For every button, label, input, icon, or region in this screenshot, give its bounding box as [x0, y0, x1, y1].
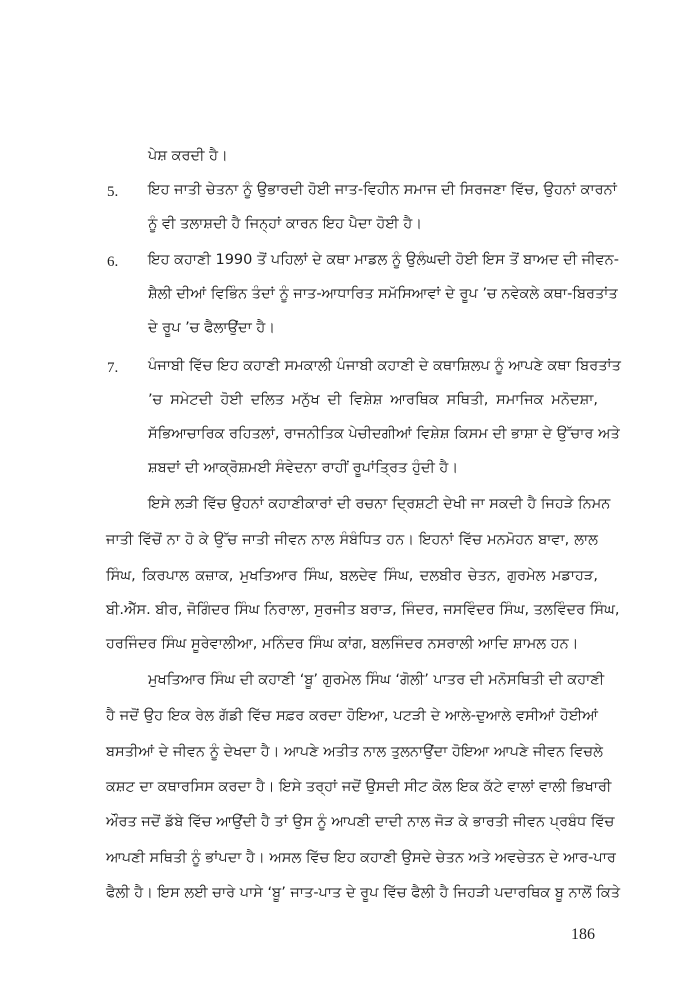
paragraph-2-line-1: ਮੁਖਤਿਆਰ ਸਿੰਘ ਦੀ ਕਹਾਣੀ ‘ਬੂ’ ਗੁਰਮੇਲ ਸਿੰਘ ‘ਗੋਲੀ’ ਪਾਤਰ ਦੀ ਮਨੋਸਥਿਤੀ ਦੀ ਕਹਾਣੀ: [148, 672, 605, 688]
paragraph-1-line-5: ਹਰਜਿੰਦਰ ਸਿੰਘ ਸੂਰੇਵਾਲੀਆ, ਮਨਿੰਦਰ ਸਿੰਘ ਕਾਂਗ, ਬਲਜਿੰਦਰ ਨਸਰਾਲੀ ਆਦਿ ਸ਼ਾਮਲ ਹਨ।: [106, 636, 579, 652]
paragraph-2-line-6: ਆਪਣੀ ਸਥਿਤੀ ਨੂੰ ਭਾਂਪਦਾ ਹੈ। ਅਸਲ ਵਿੱਚ ਇਹ ਕਹਾਣੀ ਉਸਦੇ ਚੇਤਨ ਅਤੇ ਅਵਚੇਤਨ ਦੇ ਆਰ-ਪਾਰ: [106, 850, 616, 866]
list-item-7-line-2: ’ਚ ਸਮੇਟਦੀ ਹੋਈ ਦਲਿਤ ਮਨੁੱਖ ਦੀ ਵਿਸ਼ੇਸ਼ ਆਰਥਿਕ ਸਥਿਤੀ, ਸਮਾਜਿਕ ਮਨੋਦਸ਼ਾ,: [148, 392, 598, 408]
list-item-5-line-2: ਨੂੰ ਵੀ ਤਲਾਸ਼ਦੀ ਹੈ ਜਿਨ੍ਹਾਂ ਕਾਰਨ ਇਹ ਪੈਦਾ ਹੋਈ ਹੈ।: [148, 216, 423, 232]
list-item-4-continuation: ਪੇਸ਼ ਕਰਦੀ ਹੈ।: [148, 148, 228, 164]
list-number-7: 7.: [107, 360, 119, 376]
page-number: 186: [571, 926, 595, 943]
list-item-6-line-2: ਸ਼ੈਲੀ ਦੀਆਂ ਵਿਭਿੰਨ ਤੰਦਾਂ ਨੂੰ ਜਾਤ-ਆਧਾਰਿਤ ਸਮੱਸਿਆਵਾਂ ਦੇ ਰੂਪ ’ਚ ਨਵੇਕਲੇ ਕਥਾ-ਬਿਰਤਾਂਤ: [148, 286, 618, 302]
paragraph-2-line-4: ਕਸ਼ਟ ਦਾ ਕਥਾਰਸਿਸ ਕਰਦਾ ਹੈ। ਇਸੇ ਤਰ੍ਹਾਂ ਜਦੋਂ ਉਸਦੀ ਸੀਟ ਕੋਲ ਇਕ ਕੱਟੇ ਵਾਲਾਂ ਵਾਲੀ ਭਿਖਾਰੀ: [106, 779, 612, 795]
list-item-7-line-1: ਪੰਜਾਬੀ ਵਿੱਚ ਇਹ ਕਹਾਣੀ ਸਮਕਾਲੀ ਪੰਜਾਬੀ ਕਹਾਣੀ ਦੇ ਕਥਾਸ਼ਿਲਪ ਨੂੰ ਆਪਣੇ ਕਥਾ ਬਿਰਤਾਂਤ: [148, 358, 621, 374]
paragraph-1-line-3: ਸਿੰਘ, ਕਿਰਪਾਲ ਕਜ਼ਾਕ, ਮੁਖਤਿਆਰ ਸਿੰਘ, ਬਲਦੇਵ ਸਿੰਘ, ਦਲਬੀਰ ਚੇਤਨ, ਗੁਰਮੇਲ ਮਡਾਹੜ,: [106, 568, 598, 584]
list-number-6: 6.: [107, 254, 119, 270]
list-item-5-line-1: ਇਹ ਜਾਤੀ ਚੇਤਨਾ ਨੂੰ ਉਭਾਰਦੀ ਹੋਈ ਜਾਤ-ਵਿਹੀਨ ਸਮਾਜ ਦੀ ਸਿਰਜਣਾ ਵਿੱਚ, ਉਹਨਾਂ ਕਾਰਨਾਂ: [148, 182, 617, 198]
paragraph-2-line-3: ਬਸਤੀਆਂ ਦੇ ਜੀਵਨ ਨੂੰ ਦੇਖਦਾ ਹੈ। ਆਪਣੇ ਅਤੀਤ ਨਾਲ ਤੁਲਨਾਉਂਦਾ ਹੋਇਆ ਆਪਣੇ ਜੀਵਨ ਵਿਚਲੇ: [106, 744, 603, 760]
paragraph-2-line-2: ਹੈ ਜਦੋਂ ਉਹ ਇਕ ਰੇਲ ਗੱਡੀ ਵਿੱਚ ਸਫ਼ਰ ਕਰਦਾ ਹੋਇਆ, ਪਟੜੀ ਦੇ ਆਲੇ-ਦੁਆਲੇ ਵਸੀਆਂ ਹੋਈਆਂ: [106, 708, 598, 724]
list-item-6-line-1: ਇਹ ਕਹਾਣੀ 1990 ਤੋਂ ਪਹਿਲਾਂ ਦੇ ਕਥਾ ਮਾਡਲ ਨੂੰ ਉਲੰਘਦੀ ਹੋਈ ਇਸ ਤੋਂ ਬਾਅਦ ਦੀ ਜੀਵਨ-: [148, 252, 619, 268]
paragraph-2-line-7: ਫੈਲੀ ਹੈ। ਇਸ ਲਈ ਚਾਰੇ ਪਾਸੇ ‘ਬੂ’ ਜਾਤ-ਪਾਤ ਦੇ ਰੂਪ ਵਿੱਚ ਫੈਲੀ ਹੈ ਜਿਹੜੀ ਪਦਾਰਥਿਕ ਬੂ ਨਾਲੋਂ ਕਿਤੇ: [106, 885, 621, 901]
paragraph-1-line-2: ਜਾਤੀ ਵਿੱਚੋਂ ਨਾ ਹੋ ਕੇ ਉੱਚ ਜਾਤੀ ਜੀਵਨ ਨਾਲ ਸੰਬੰਧਿਤ ਹਨ। ਇਹਨਾਂ ਵਿੱਚ ਮਨਮੋਹਨ ਬਾਵਾ, ਲਾਲ: [106, 532, 598, 548]
paragraph-2-line-5: ਔਰਤ ਜਦੋਂ ਡੱਬੇ ਵਿੱਚ ਆਉਂਦੀ ਹੈ ਤਾਂ ਉਸ ਨੂੰ ਆਪਣੀ ਦਾਦੀ ਨਾਲ ਜੋੜ ਕੇ ਭਾਰਤੀ ਜੀਵਨ ਪ੍ਰਬੰਧ ਵਿੱਚ: [106, 814, 615, 830]
list-item-6-line-3: ਦੇ ਰੂਪ ’ਚ ਫੈਲਾਉਂਦਾ ਹੈ।: [148, 320, 276, 336]
list-item-7-line-4: ਸ਼ਬਦਾਂ ਦੀ ਆਕ੍ਰੋਸ਼ਮਈ ਸੰਵੇਦਨਾ ਰਾਹੀਂ ਰੂਪਾਂਤ੍ਰਿਤ ਹੁੰਦੀ ਹੈ।: [148, 460, 459, 476]
list-item-7-line-3: ਸੱਭਿਆਚਾਰਿਕ ਰਹਿਤਲਾਂ, ਰਾਜਨੀਤਿਕ ਪੇਚੀਦਗੀਆਂ ਵਿਸ਼ੇਸ਼ ਕਿਸਮ ਦੀ ਭਾਸ਼ਾ ਦੇ ਉੱਚਾਰ ਅਤੇ: [148, 426, 620, 442]
list-number-5: 5.: [107, 184, 119, 200]
paragraph-1-line-1: ਇਸੇ ਲੜੀ ਵਿੱਚ ਉਹਨਾਂ ਕਹਾਣੀਕਾਰਾਂ ਦੀ ਰਚਨਾ ਦ੍ਰਿਸ਼ਟੀ ਦੇਖੀ ਜਾ ਸਕਦੀ ਹੈ ਜਿਹੜੇ ਨਿਮਨ: [148, 496, 611, 512]
paragraph-1-line-4: ਬੀ.ਐੱਸ. ਬੀਰ, ਜੋਗਿੰਦਰ ਸਿੰਘ ਨਿਰਾਲਾ, ਸੁਰਜੀਤ ਬਰਾੜ, ਜਿੰਦਰ, ਜਸਵਿੰਦਰ ਸਿੰਘ, ਤਲਵਿੰਦਰ ਸਿੰਘ,: [106, 602, 620, 618]
